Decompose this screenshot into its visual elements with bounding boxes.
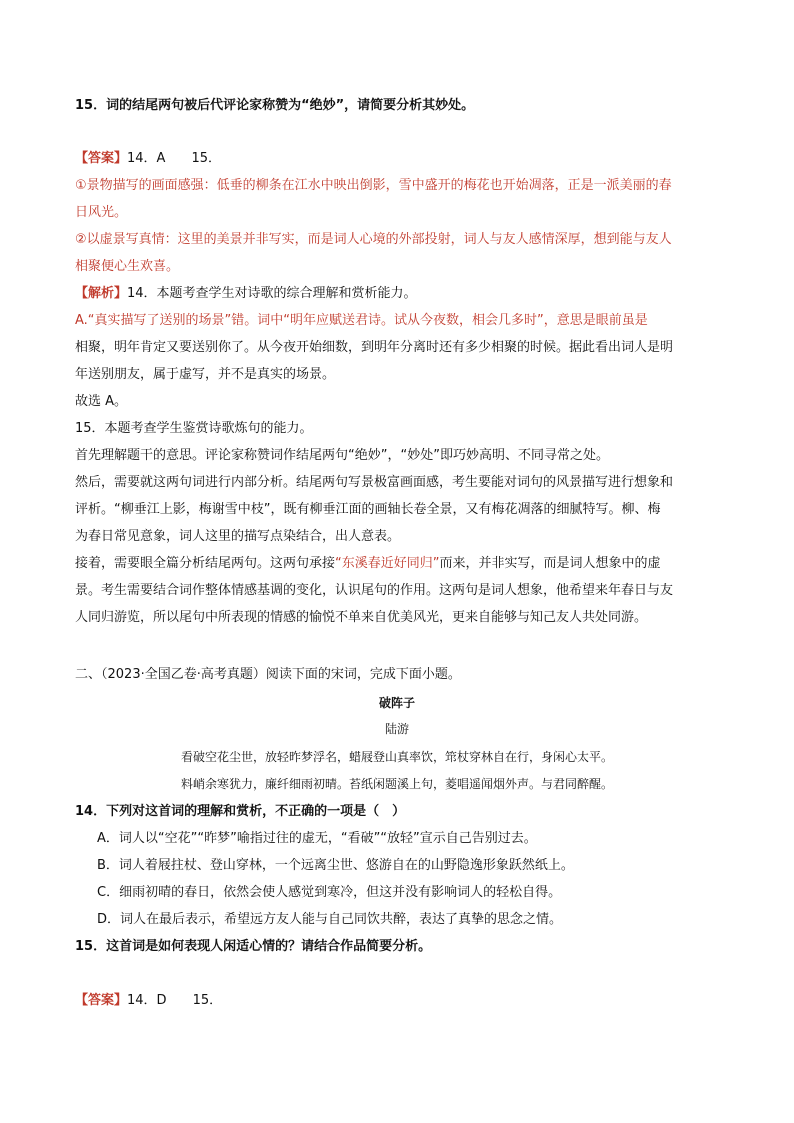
question-14: 14．下列对这首词的理解和赏析，不正确的一项是（ ） xyxy=(75,804,406,819)
answer-tag: 【答案】 xyxy=(75,151,128,166)
poem-author: 陆游 xyxy=(384,722,409,736)
poem-title: 破阵子 xyxy=(378,696,415,710)
answer-point-1-line-2: 日风光。 xyxy=(75,205,128,220)
poem-line-1: 看破空花尘世，放轻昨梦浮名，蜡屐登山真率饮，筇杖穿林自在行，身闲心太平。 xyxy=(180,750,613,764)
option-a: A．词人以“空花”“昨梦”喻指过往的虚无，“看破”“放轻”宣示自己告别过去。 xyxy=(97,831,537,846)
analysis-tag: 【解析】 xyxy=(75,286,128,301)
analysis-option-a-line-2: 相聚，明年肯定又要送别你了。从今夜开始细数，到明年分离时还有多少相聚的时候。据此看出词人是明 xyxy=(75,340,674,355)
option-d: D．词人在最后表示，希望远方友人能与自己同饮共醉，表达了真挚的思念之情。 xyxy=(97,912,563,927)
answer-header: 【答案】14．A 15． xyxy=(75,151,221,166)
analysis-option-a-line-3: 年送别朋友，属于虚写，并不是真实的场景。 xyxy=(75,367,336,382)
analysis-15-step-2-line-3: 为春日常见意象，词人这里的描写点染结合，出人意表。 xyxy=(75,529,401,544)
analysis-15-step-2-line-1: 然后，需要就这两句词进行内部分析。结尾两句写景极富画面感，考生要能对词句的风景描写进行想象和 xyxy=(75,475,674,490)
analysis-15-step-2-line-2: 评析。“柳垂江上影，梅谢雪中枝”，既有柳垂江面的画轴长卷全景，又有梅花凋落的细腻特写。柳、梅 xyxy=(75,502,661,517)
analysis-header: 【解析】14．本题考查学生对诗歌的综合理解和赏析能力。 xyxy=(75,286,417,301)
option-c: C．细雨初晴的春日，依然会使人感觉到寒冷，但这并没有影响词人的轻松自得。 xyxy=(97,885,562,900)
answer-point-1-line-1: ①景物描写的画面感强：低垂的柳条在江水中映出倒影，雪中盛开的梅花也开始凋落，正是一派美丽的春 xyxy=(75,178,672,193)
analysis-option-a-line-1: A.“真实描写了送别的场景”错。词中“明年应赋送君诗。试从今夜数，相会几多时”，意思是眼前虽是 xyxy=(75,313,648,328)
answer-point-2-line-2: 相聚便心生欢喜。 xyxy=(75,259,180,274)
analysis-choice: 故选 A。 xyxy=(75,394,128,409)
section-2-answer-header: 【答案】14．D 15． xyxy=(75,993,223,1008)
answer-point-2-line-1: ②以虚景写真情：这里的美景并非写实，而是词人心境的外部投射，词人与友人感情深厚，想到能与友人 xyxy=(75,232,672,247)
option-b: B．词人着屐拄杖、登山穿林，一个远离尘世、悠游自在的山野隐逸形象跃然纸上。 xyxy=(97,858,574,873)
section-2-heading: 二、（2023·全国乙卷·高考真题）阅读下面的宋词，完成下面小题。 xyxy=(75,667,461,682)
analysis-15-step-3-line-1: 接着，需要眼全篇分析结尾两句。这两句承接“东溪春近好同归”而来，并非实写，而是词人想象中的虚 xyxy=(75,556,661,571)
question-15: 15．这首词是如何表现人闲适心情的？请结合作品简要分析。 xyxy=(75,939,432,954)
answer-tag: 【答案】 xyxy=(75,993,128,1008)
analysis-15-intro: 15．本题考查学生鉴赏诗歌炼句的能力。 xyxy=(75,421,313,436)
analysis-15-step-3-line-2: 景。考生需要结合词作整体情感基调的变化，认识尾句的作用。这两句是词人想象，他希望来年春日与友 xyxy=(75,583,674,598)
analysis-15-step-3-line-3: 人同归游览，所以尾句中所表现的情感的愉悦不单来自优美风光，更来自能够与知己友人共处同游。 xyxy=(75,610,648,625)
analysis-15-step-1: 首先理解题干的意思。评论家称赞词作结尾两句“绝妙”，“妙处”即巧妙高明、不同寻常之处。 xyxy=(75,448,609,463)
quoted-line: “东溪春近好同归” xyxy=(335,556,440,571)
poem-line-2: 料峭余寒犹力，廉纤细雨初晴。苔纸闲题溪上句，菱唱遥闻烟外声。与君同醉醒。 xyxy=(180,777,613,791)
question-15-prompt: 15．词的结尾两句被后代评论家称赞为“绝妙”，请简要分析其妙处。 xyxy=(75,98,475,113)
